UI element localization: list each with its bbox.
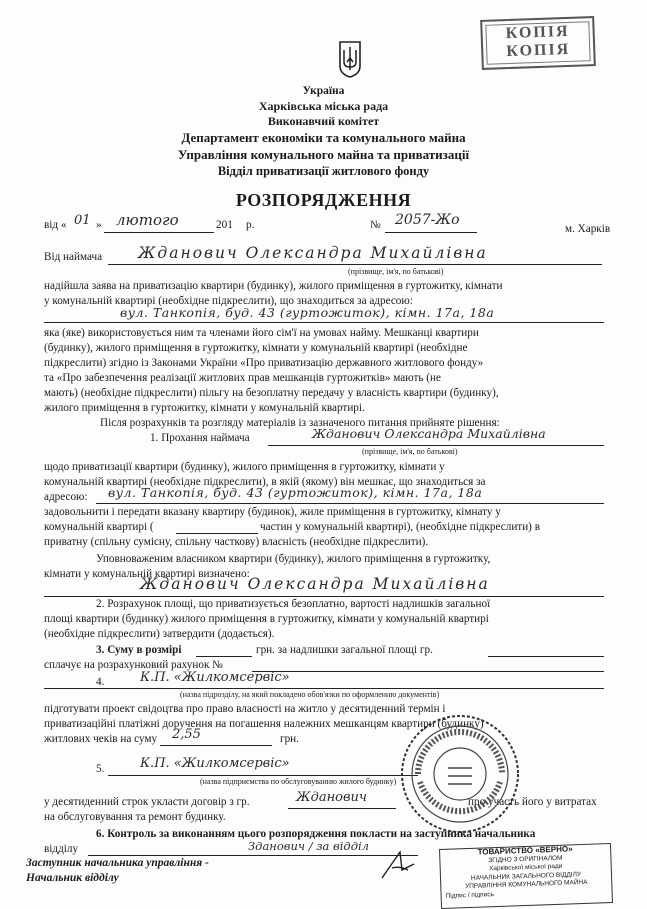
verification-stamp — [439, 843, 613, 909]
owner-name: Жданович Олександра Михайлівна — [140, 575, 490, 593]
item4-sum: 2,55 — [172, 727, 201, 742]
signature-mark — [378, 848, 418, 882]
body-line-2: у комунальній квартирі (необхідне підкреслити), що знаходиться за адресою: — [44, 295, 413, 307]
stamp-line-5: УПРАВЛІННЯ КОМУНАЛЬНОГО МАЙНА — [464, 878, 588, 891]
applicant-name: Жданович Олександра Михайлівна — [138, 244, 488, 262]
item3-label: 3. Суму в розмірі — [96, 644, 182, 656]
number-label: № — [370, 219, 381, 231]
item1-line-1: щодо приватизації квартири (будинку), жилого приміщення в гуртожитку, кімнати у — [44, 461, 445, 473]
item6-line-2: відділу — [44, 843, 79, 855]
date-month: лютого — [116, 211, 179, 229]
item1-line-4: задовольнити і передати вказану квартиру (будинок), жиле приміщення в гуртожитку, кімнату у — [44, 506, 501, 518]
item1-line-5a: комунальній квартирі ( — [44, 521, 154, 533]
item6-text: 6. Контроль за виконанням цього розпорядження покласти на заступника начальника — [96, 828, 536, 840]
item4-value: К.П. «Жилкомсервіс» — [140, 670, 290, 685]
body-line-8: жилого приміщення в гуртожитку, кімнати у комунальній квартирі. — [44, 402, 365, 414]
copy-stamp — [480, 16, 596, 70]
item1-line-5b: частин у комунальній квартирі), (необхідне підкреслити) в — [260, 521, 540, 533]
body-line-5: підкреслити) згідно із Законами України «Про приватизацію державного житлового фонду» — [44, 357, 484, 369]
item5-citizen: Жданович — [296, 790, 368, 805]
trident-emblem-icon — [337, 40, 363, 78]
body-line-6: та «Про забезпечення реалізації житлових прав мешканців гуртожитків» мають (не — [44, 372, 441, 384]
applicant-caption: (прізвище, ім'я, по батькові) — [348, 267, 444, 276]
item2-line-2: площі квартири (будинку) жилого приміщення в гуртожитку, кімнати у комунальній квартирі — [44, 613, 489, 625]
item5-line-1a: у десятиденний строк укласти договір з гр. — [44, 796, 250, 808]
item4-label: 4. — [96, 676, 105, 688]
body-line-9: Після розрахунків та розгляду матеріалів із зазначеного питання прийняте рішення: — [100, 417, 500, 429]
item4-line-1: підготувати проект свідоцтва про право власності на житло у десятиденний термін і — [44, 703, 446, 715]
item6-value: Зданович / за відділ — [248, 839, 369, 853]
applicant-label: Від наймача — [44, 251, 103, 263]
stamp-line-6: Підпис / підпись — [445, 890, 495, 900]
date-year-suffix: р. — [246, 219, 255, 231]
item1-name: Жданович Олександра Михайлівна — [312, 426, 546, 441]
header-committee: Виконавчий комітет — [267, 114, 380, 128]
item5-label: 5. — [96, 763, 105, 775]
item1-address: вул. Танкопія, буд. 43 (гуртожиток), кімн. 17а, 18а — [108, 485, 483, 500]
city: м. Харків — [565, 223, 611, 235]
item4-currency: грн. — [280, 733, 299, 745]
item1-line-7: Уповноваженим власником квартири (будинку), жилого приміщення в гуртожитку, — [96, 553, 491, 565]
stamp-line-2: ЗГІДНО З ОРИГІНАЛОМ — [488, 854, 563, 864]
item4-line-3: житлових чеків на суму — [44, 733, 158, 745]
body-line-7: мають) (необхідне підкреслити) пільгу на безоплатну передачу у власність квартири (будинку), — [44, 387, 499, 399]
address-1: вул. Танкопія, буд. 43 (гуртожиток), кімн. 17а, 18а — [120, 305, 495, 320]
signatory-title-2: Начальник відділу — [26, 872, 119, 884]
item5-value: К.П. «Жилкомсервіс» — [140, 756, 290, 771]
stamp-line-3: Харківської міської ради — [488, 862, 563, 873]
item1-label: 1. Прохання наймача — [150, 432, 250, 444]
round-seal-icon — [398, 712, 522, 836]
item5-line-2: на обслуговування та ремонт будинку. — [44, 811, 226, 823]
header-management: Управління комунального майна та приватизації — [177, 147, 470, 162]
header-department: Департамент економіки та комунального майна — [181, 130, 466, 145]
date-mid: » — [96, 219, 102, 231]
item2-line-3: (необхідне підкреслити) затвердити (додається). — [44, 628, 275, 640]
item1-address-label: адресою: — [44, 491, 88, 503]
item5-caption: (назва підприємства по обслуговуванню жилого будинку) — [200, 777, 397, 786]
stamp-line-1: ТОВАРИСТВО «ВЕРНО» — [477, 844, 573, 857]
date-day: 01 — [74, 213, 91, 228]
header-country: Україна — [302, 85, 345, 97]
header-division: Відділ приватизації житлового фонду — [217, 164, 430, 178]
item4-line-2: приватизаційні платіжні доручення на погашення належних мешканцям квартири (будинку) — [44, 718, 484, 730]
item2-line-1: 2. Розрахунок площі, що приватизується безоплатно, вартості надлишків загальної — [96, 598, 491, 610]
body-line-1: надійшла заява на приватизацію квартири (будинку), жилого приміщення в гуртожитку, кімнати — [44, 280, 503, 292]
document-title: РОЗПОРЯДЖЕННЯ — [235, 190, 412, 210]
copy-stamp-text-1: КОПІЯ — [505, 22, 570, 43]
item3-account: сплачує на розрахунковий рахунок № — [44, 659, 223, 671]
item3-text: грн. за надлишки загальної площі гр. — [256, 644, 433, 656]
item4-caption: (назва підрозділу, на який покладено обов'язки по оформленню документів) — [180, 690, 440, 699]
body-line-4: (будинку), жилого приміщення в гуртожитку, кімнати у комунальній квартирі (необхідне — [44, 342, 468, 354]
date-prefix: від « — [44, 219, 67, 231]
signatory-title-1: Заступник начальника управління - — [26, 857, 209, 869]
item1-line-2: комунальній квартирі (необхідне підкреслити), в якій (якому) він мешкає, що знаходиться за — [44, 476, 486, 488]
stamp-line-4: НАЧАЛЬНИК ЗАГАЛЬНОГО ВІДДІЛУ — [470, 870, 582, 882]
number-value: 2057-Жо — [395, 212, 460, 228]
item5-line-1b: про участь його у витратах — [468, 796, 597, 808]
item1-line-6: приватну (спільну сумісну, спільну часткову) власність (необхідне підкреслити). — [44, 536, 429, 548]
copy-stamp-text-2: КОПІЯ — [506, 40, 571, 61]
item1-line-8: кімнати у комунальній квартирі визначено: — [44, 568, 250, 580]
date-year-prefix: 201 — [216, 219, 233, 231]
header-council: Харківська міська рада — [258, 99, 389, 113]
body-line-3: яка (яке) використовується ним та членами його сім'ї на умовах найму. Мешканці квартири — [44, 327, 479, 339]
item1-caption: (прізвище, ім'я, по батькові) — [362, 447, 458, 456]
